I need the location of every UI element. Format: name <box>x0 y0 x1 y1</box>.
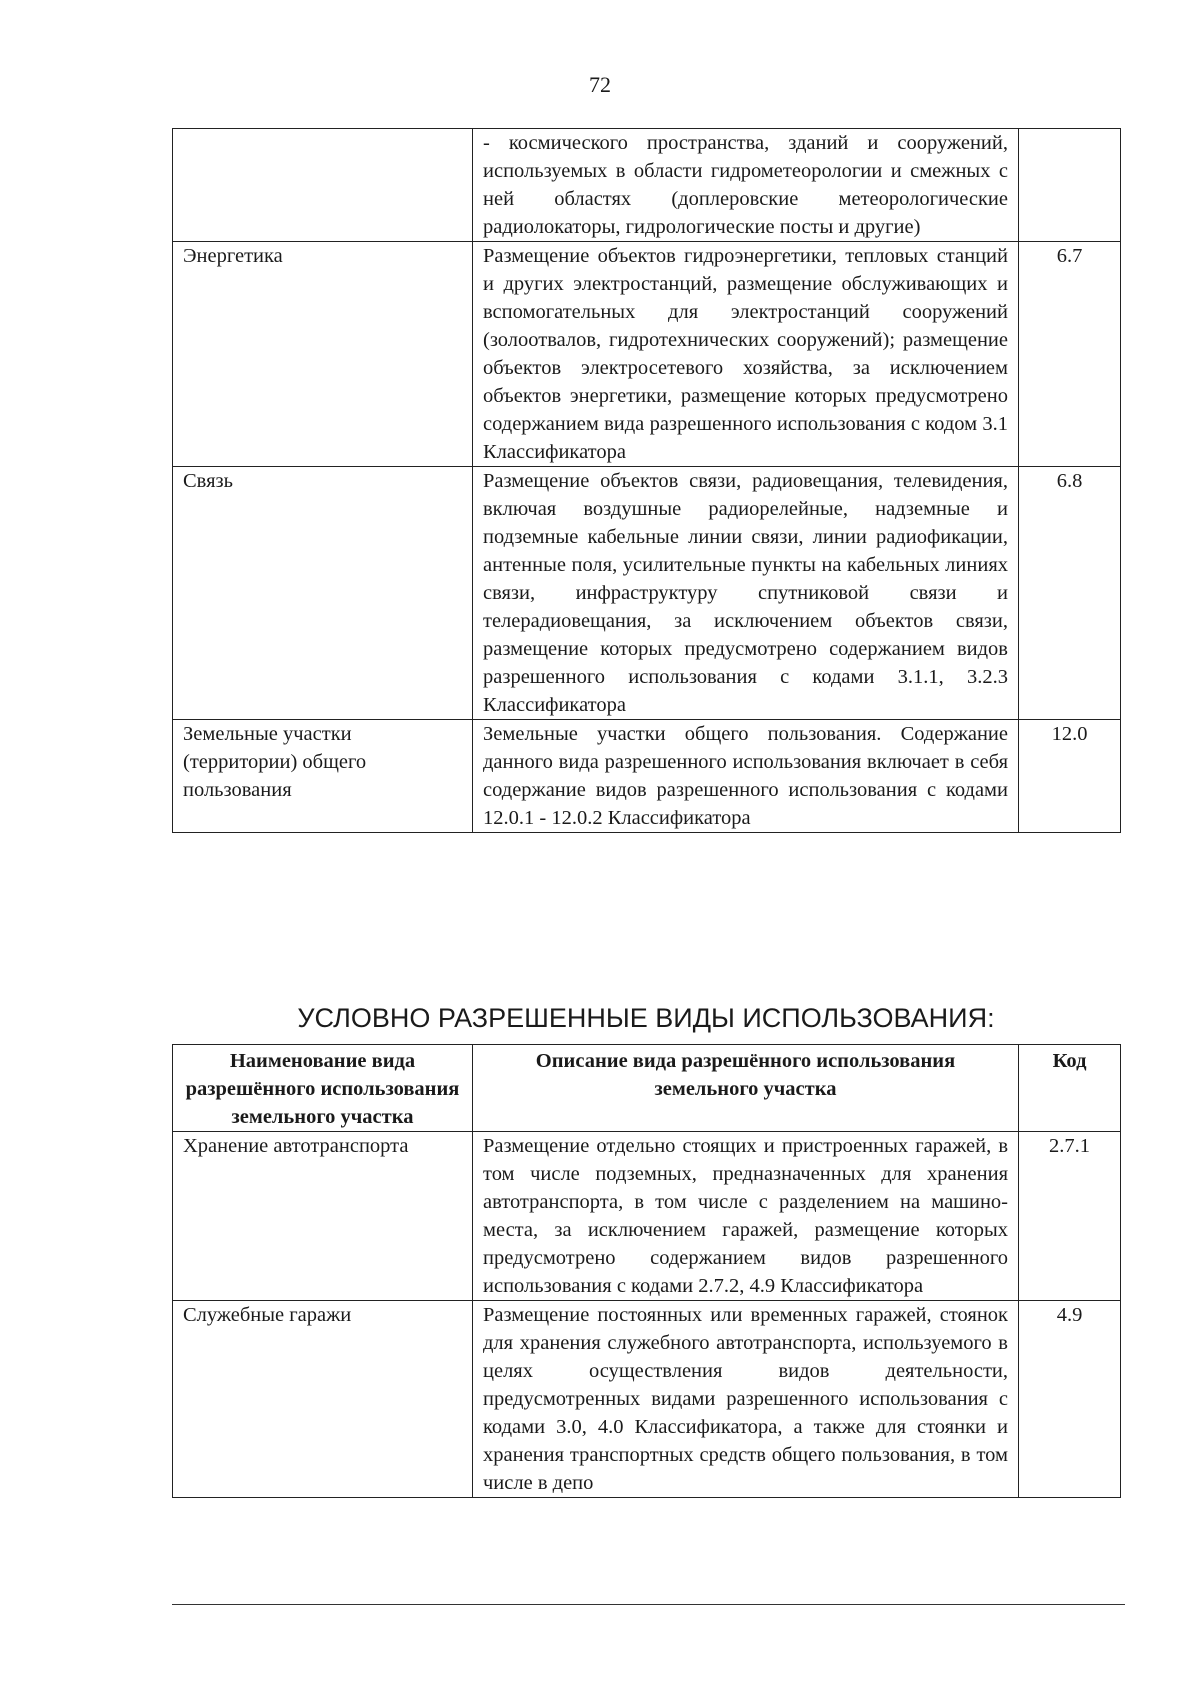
table-header-row <box>173 1045 1121 1132</box>
column-header-description: Описание вида разрешённого использования земельного участка <box>473 1045 1019 1132</box>
use-description-cell: Земельные участки общего пользования. Содержание данного вида разрешенного использования включает в себя содержание видов разрешенного использования с кодами 12.0.1 - 12.0.2 Классификатора <box>473 720 1019 833</box>
use-name-cell: Связь <box>173 467 473 720</box>
use-code-cell <box>1019 129 1121 242</box>
use-description-cell: Размещение объектов связи, радиовещания, телевидения, включая воздушные радиорелейные, надземные и подземные кабельные линии связи, линии радиофикации, антенные поля, усилительные пункты на кабельных линиях связи, инфраструктуру спутниковой связи и телерадиовещания, за исключением объектов связи, размещение которых предусмотрено содержанием видов разрешенного использования с кодами 3.1.1, 3.2.3 Классификатора <box>473 467 1019 720</box>
table-row <box>173 467 1121 720</box>
use-description-cell: - космического пространства, зданий и сооружений, используемых в области гидрометеорологии и смежных с ней областях (доплеровские метеорологические радиолокаторы, гидрологические посты и другие) <box>473 129 1019 242</box>
use-name-cell: Хранение автотранспорта <box>173 1132 473 1301</box>
use-code-cell: 12.0 <box>1019 720 1121 833</box>
conditional-uses-table <box>172 1044 1121 1498</box>
use-code-cell: 2.7.1 <box>1019 1132 1121 1301</box>
column-header-code: Код <box>1019 1045 1121 1132</box>
use-name-cell: Энергетика <box>173 242 473 467</box>
table-row <box>173 242 1121 467</box>
use-code-cell: 4.9 <box>1019 1301 1121 1498</box>
use-description-cell: Размещение постоянных или временных гаражей, стоянок для хранения служебного автотранспорта, используемого в целях осуществления видов деятельности, предусмотренных видами разрешенного использования с кодами 3.0, 4.0 Классификатора, а также для стоянки и хранения транспортных средств общего пользования, в том числе в депо <box>473 1301 1019 1498</box>
use-description-cell: Размещение объектов гидроэнергетики, тепловых станций и других электростанций, размещение обслуживающих и вспомогательных для электростанций сооружений (золоотвалов, гидротехнических сооружений); размещение объектов электросетевого хозяйства, за исключением объектов энергетики, размещение которых предусмотрено содержанием вида разрешенного использования с кодом 3.1 Классификатора <box>473 242 1019 467</box>
table-row <box>173 720 1121 833</box>
table-row <box>173 1132 1121 1301</box>
footer-divider <box>172 1604 1125 1605</box>
use-code-cell: 6.7 <box>1019 242 1121 467</box>
use-description-cell: Размещение отдельно стоящих и пристроенных гаражей, в том числе подземных, предназначенных для хранения автотранспорта, в том числе с разделением на машино-места, за исключением гаражей, размещение которых предусмотрено содержанием видов разрешенного использования с кодами 2.7.2, 4.9 Классификатора <box>473 1132 1019 1301</box>
section-title: УСЛОВНО РАЗРЕШЕННЫЕ ВИДЫ ИСПОЛЬЗОВАНИЯ: <box>297 1003 995 1033</box>
permitted-uses-table-continued <box>172 128 1121 833</box>
use-name-cell <box>173 129 473 242</box>
use-name-cell: Земельные участки (территории) общего пользования <box>173 720 473 833</box>
table-row <box>173 129 1121 242</box>
table-row <box>173 1301 1121 1498</box>
page-number: 72 <box>589 72 611 97</box>
use-name-cell: Служебные гаражи <box>173 1301 473 1498</box>
column-header-name: Наименование вида разрешённого использования земельного участка <box>173 1045 473 1132</box>
use-code-cell: 6.8 <box>1019 467 1121 720</box>
